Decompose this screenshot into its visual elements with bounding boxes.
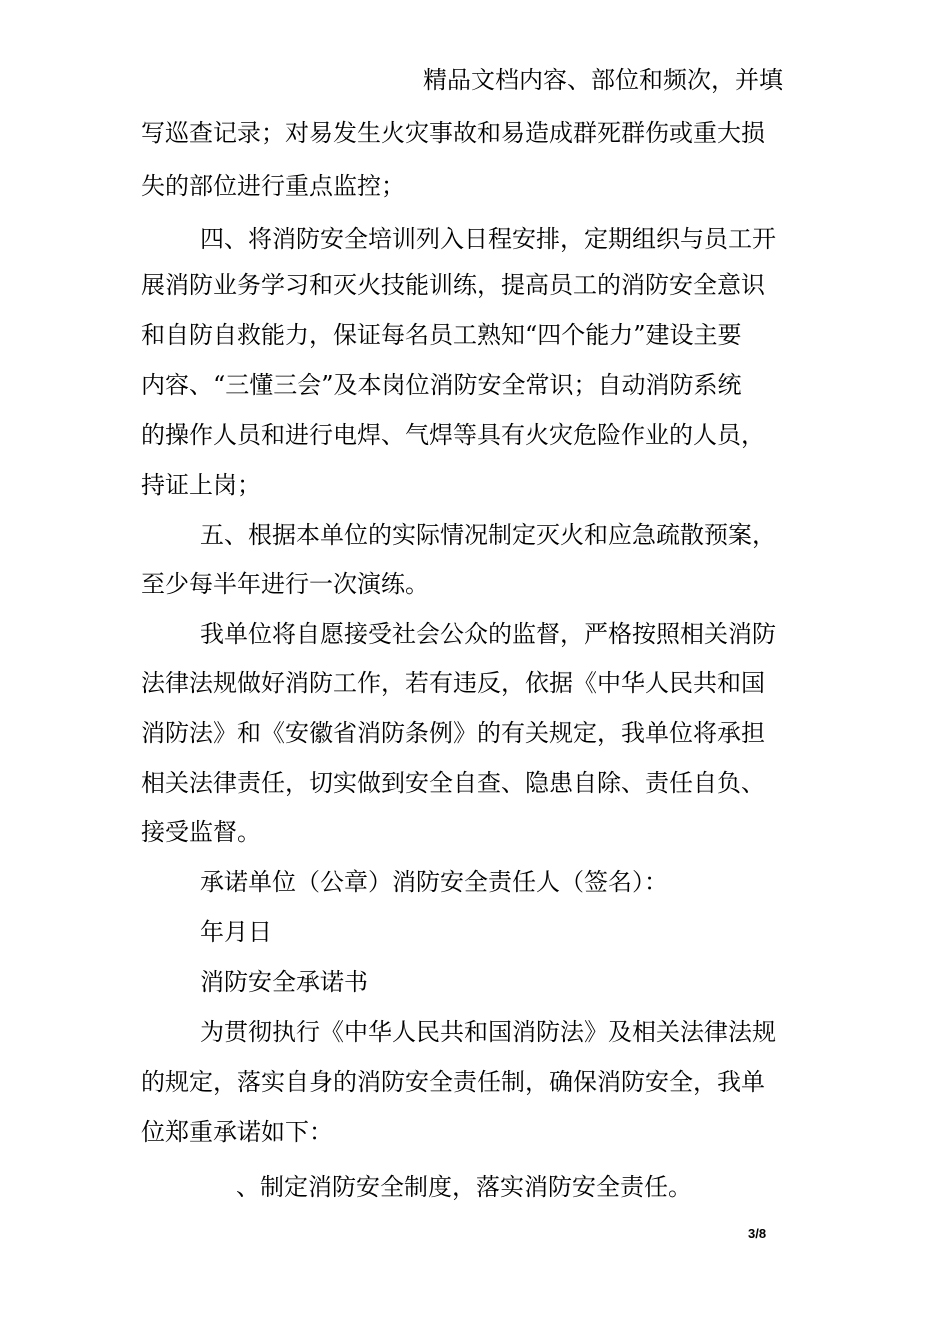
text-line: 和自防自救能力，保证每名员工熟知“四个能力”建设主要	[141, 321, 742, 349]
paragraph-start-line: 我单位将自愿接受社会公众的监督，严格按照相关消防	[200, 620, 776, 648]
text-line: 位郑重承诺如下：	[141, 1118, 333, 1146]
text-line: 至少每半年进行一次演练。	[141, 570, 429, 598]
text-line: 内容、“三懂三会”及本岗位消防安全常识；自动消防系统	[141, 371, 742, 399]
signature-line: 承诺单位（公章）消防安全责任人（签名）：	[200, 868, 668, 896]
text-line: 的操作人员和进行电焊、气焊等具有火灾危险作业的人员，	[141, 421, 765, 449]
page-number: 3/8	[748, 1226, 767, 1241]
paragraph-start-line: 五、根据本单位的实际情况制定灭火和应急疏散预案，	[200, 521, 776, 549]
text-line: 接受监督。	[141, 818, 261, 846]
text-line: 法律法规做好消防工作，若有违反，依据《中华人民共和国	[141, 669, 765, 697]
text-line: 的规定，落实自身的消防安全责任制，确保消防安全，我单	[141, 1068, 765, 1096]
paragraph-start-line: 四、将消防安全培训列入日程安排，定期组织与员工开	[200, 225, 776, 253]
text-line: 持证上岗；	[141, 471, 261, 499]
paragraph-start-line: 为贯彻执行《中华人民共和国消防法》及相关法律法规	[200, 1018, 776, 1046]
text-line: 展消防业务学习和灭火技能训练，提高员工的消防安全意识	[141, 271, 765, 299]
text-line: 消防法》和《安徽省消防条例》的有关规定，我单位将承担	[141, 719, 765, 747]
text-line: 相关法律责任，切实做到安全自查、隐患自除、责任自负、	[141, 769, 765, 797]
text-line: 写巡查记录；对易发生火灾事故和易造成群死群伤或重大损	[141, 119, 765, 147]
list-item-line: 、制定消防安全制度，落实消防安全责任。	[236, 1173, 692, 1201]
section-title: 消防安全承诺书	[200, 968, 368, 996]
header-text-line: 精品文档内容、部位和频次，并填	[423, 66, 783, 94]
text-line: 失的部位进行重点监控；	[141, 172, 405, 200]
date-line: 年月日	[200, 918, 272, 946]
